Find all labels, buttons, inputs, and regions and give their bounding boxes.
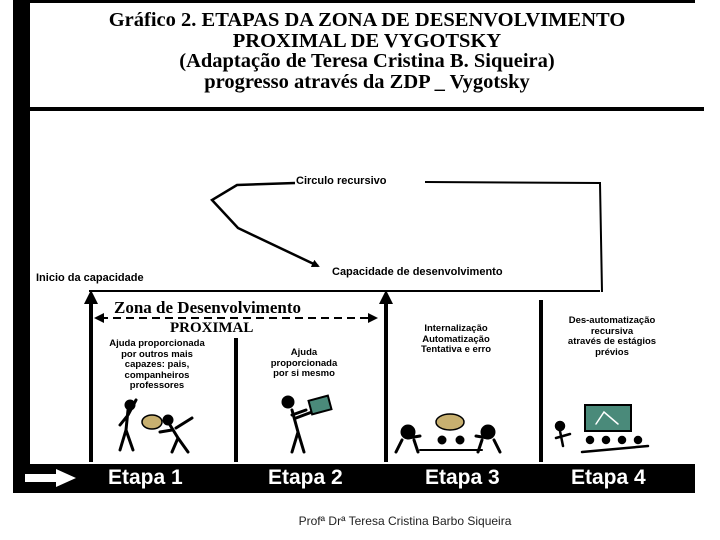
note-etapa4-line: prévios [595,346,629,358]
stage-label-4: Etapa 4 [571,466,646,489]
stage-label-2: Etapa 2 [268,466,343,489]
stage-label-3: Etapa 3 [425,466,500,489]
label-proximal: PROXIMAL [170,320,254,336]
note-etapa1-line: companheiros [124,369,190,381]
note-etapa4 [548,316,676,358]
label-zona-desenvolvimento: Zona de Desenvolvimento [114,298,301,317]
note-etapa3-line: Tentativa e erro [420,344,492,355]
note-etapa1-line: Ajuda proporcionada [109,338,205,349]
stage-label-1: Etapa 1 [108,466,183,489]
stages-arrow-icon [25,469,76,487]
etapa4-illustration [556,405,648,452]
note-etapa3 [400,324,512,356]
label-inicio-capacidade: Inicio da capacidade [36,272,144,284]
etapa2-illustration [283,396,331,452]
note-etapa4-line: Des-automatização [568,315,656,326]
note-etapa2-line: por si mesmo [273,368,335,379]
label-circulo-recursivo: Circulo recursivo [296,175,387,187]
note-etapa4-line: recursiva [590,325,634,337]
note-etapa1-line: professores [129,380,185,391]
note-etapa1 [98,339,216,392]
note-etapa1-line: capazes: pais, [124,359,190,370]
title-line-3: (Adaptação de Teresa Cristina B. Siqueira) [179,50,555,72]
footer-credit: Profª Drª Teresa Cristina Barbo Siqueira [298,514,512,528]
note-etapa3-line: Automatização [422,333,490,345]
title-line-4: progresso através da ZDP _ Vygotsky [204,70,530,93]
etapa1-illustration [120,400,192,452]
note-etapa1-line: por outros mais [121,348,193,360]
label-capacidade-desenvolvimento: Capacidade de desenvolvimento [332,266,503,278]
etapa3-illustration [396,414,500,452]
note-etapa4-line: através de estágios [567,336,657,347]
note-etapa2 [250,348,358,380]
note-etapa2-line: proporcionada [270,357,338,369]
note-etapa3-line: Internalização [424,323,488,334]
title-line-2: PROXIMAL DE VYGOTSKY [232,29,502,52]
note-etapa2-line: Ajuda [290,347,318,358]
title-line-1: Gráfico 2. ETAPAS DA ZONA DE DESENVOLVIMENTO [108,9,626,31]
